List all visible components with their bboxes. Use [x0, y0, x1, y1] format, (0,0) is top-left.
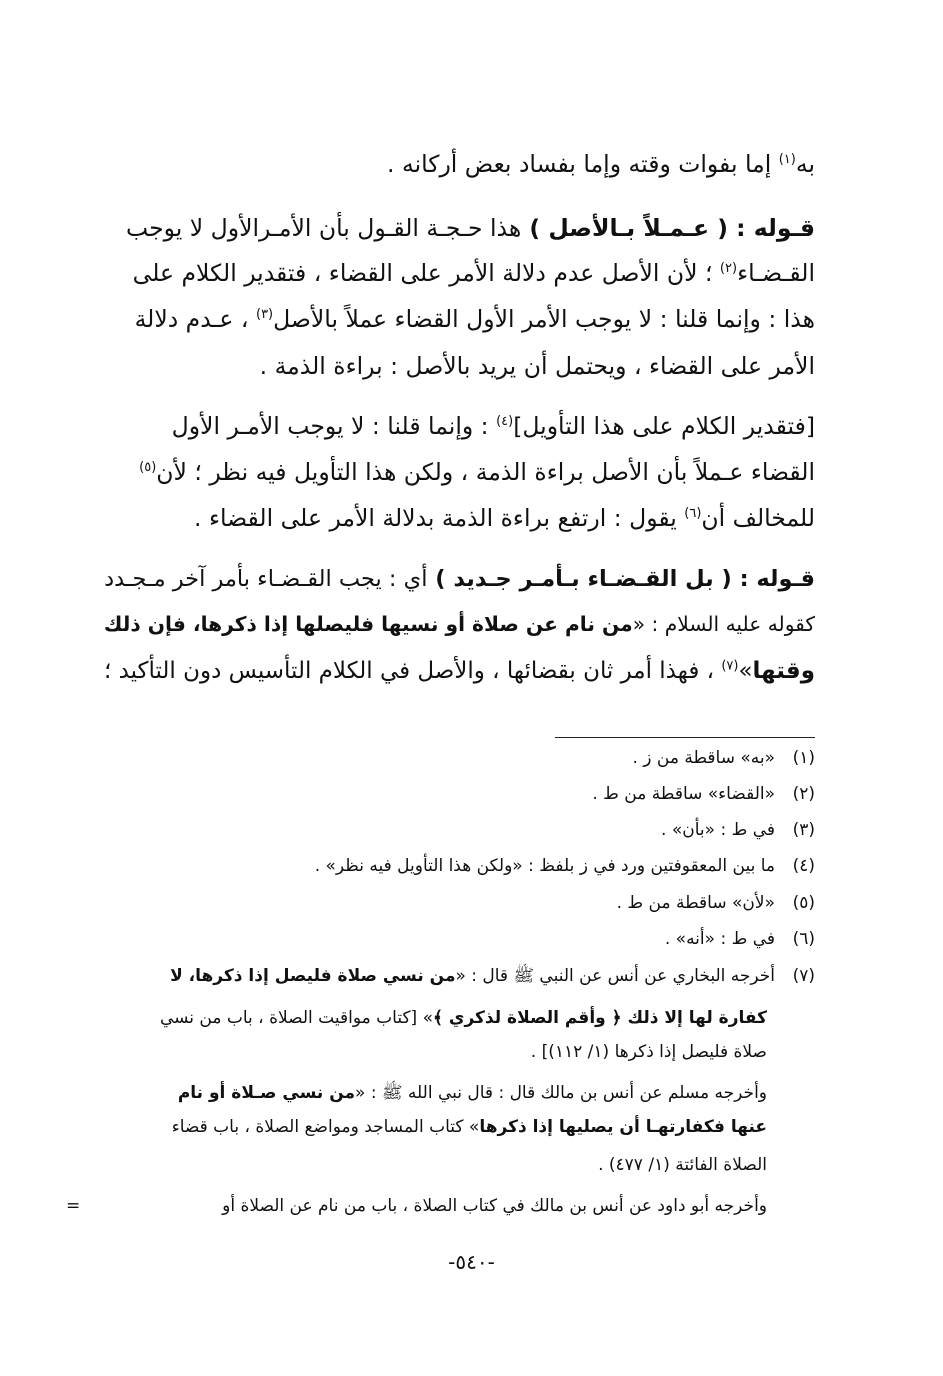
footnote-marker: (١)	[778, 152, 796, 168]
footnote-line	[665, 929, 815, 949]
footnote-separator	[555, 737, 815, 738]
text-run: الصلاة الفائتة (١/ ٤٧٧) .	[598, 1155, 767, 1175]
text-line	[172, 412, 815, 440]
text-run: »	[738, 658, 753, 684]
footnote-line	[531, 1042, 767, 1062]
footnote-marker: (٤)	[496, 414, 514, 430]
text-run: به	[795, 150, 815, 178]
page-number: -٥٤٠-	[448, 1250, 495, 1274]
text-line	[194, 504, 815, 532]
text-run: القضاء عـملاً بأن الأصل براءة الذمة ، ولكن هذا التأويل فيه نظر ؛ لأن	[156, 458, 815, 486]
footnote-marker: (٣)	[255, 307, 274, 323]
text-run: هذا : وإنما قلنا : لا يوجب الأمر الأول القضاء عملاً بالأصل	[273, 305, 815, 333]
footnote-marker: (٢)	[719, 261, 738, 277]
footnote-line	[160, 1007, 767, 1028]
text-run: ما بين المعقوفتين ورد في ز بلفظ : «ولكن هذا التأويل فيه نظر» .	[314, 856, 775, 876]
footnote-line	[598, 1155, 767, 1175]
bold-text: من نام عن صلاة أو نسيها فليصلها إذا ذكرها، فإن ذلك	[103, 612, 633, 636]
bold-text: قـوله : ( عـمـلاً بـالأصل )	[521, 214, 815, 242]
text-run: » كتاب المساجد ومواضع الصلاة ، باب قضاء	[171, 1117, 480, 1137]
text-run: القـضـاء	[737, 259, 815, 287]
text-line	[126, 214, 815, 242]
text-run: «لأن» ساقطة من ط .	[616, 893, 775, 913]
text-run: أي : يجب القـضـاء بأمر آخر مـجـدد	[104, 566, 428, 592]
footnote-marker: (٥)	[139, 460, 157, 476]
footnote-marker: (٦)	[684, 506, 702, 522]
footnote-line	[170, 965, 815, 990]
text-run: في ط : «أنه» .	[664, 929, 775, 949]
text-run: ، فهذا أمر ثان بقضائها ، والأصل في الكلام التأسيس دون التأكيد ؛	[103, 658, 722, 684]
text-run: الأمر على القضاء ، ويحتمل أن يريد بالأصل : براءة الذمة .	[259, 352, 815, 380]
bold-text: وقتها	[752, 658, 815, 684]
text-line	[133, 259, 815, 287]
bold-text: قـوله : ( بل القـضـاء بـأمـر جـديد )	[427, 566, 815, 592]
text-run: وأخرجه أبو داود عن أنس بن مالك في كتاب الصلاة ، باب من نام عن الصلاة أو	[222, 1196, 767, 1216]
text-line	[104, 612, 815, 636]
text-run: هذا حـجـة القـول بأن الأمـرالأول لا يوجب	[126, 214, 522, 242]
text-run: في ط : «بأن» .	[661, 820, 775, 840]
text-run: «به» ساقطة من ز .	[632, 748, 775, 768]
footnote-number: (٤)	[792, 856, 815, 876]
footnote-number: (٧)	[792, 966, 815, 986]
text-line	[104, 658, 815, 684]
footnote-line	[315, 856, 815, 876]
footnote-line	[617, 893, 815, 913]
text-line	[104, 566, 815, 592]
text-run: ؛ لأن الأصل عدم دلالة الأمر على القضاء ، فتقدير الكلام على	[132, 259, 720, 287]
bold-text: من نسي صـلاة أو نام	[177, 1083, 356, 1103]
footnote-marker: (٧)	[721, 658, 739, 674]
footnote-line	[632, 748, 815, 768]
text-line	[139, 458, 815, 486]
text-run: إما بفوات وقته وإما بفساد بعض أركانه .	[387, 150, 779, 178]
continuation-mark: =	[66, 1196, 81, 1216]
text-run: «القضاء» ساقطة من ط .	[592, 784, 775, 804]
text-line	[260, 352, 815, 380]
footnote-number: (٣)	[792, 820, 815, 840]
footnote-number: (٥)	[792, 893, 815, 913]
footnote-number: (٢)	[792, 784, 815, 804]
footnote-line	[222, 1196, 767, 1216]
bold-text: من نسي صلاة فليصل إذا ذكرها، لا	[170, 966, 456, 986]
footnote-line	[178, 1082, 767, 1107]
bold-text: كفارة لها إلا ذلك ﴿ وأقم الصلاة لذكري ﴾	[432, 1008, 767, 1028]
bold-text: عنها فكفارتهـا أن يصليها إذا ذكرها	[479, 1117, 767, 1137]
text-run: وأخرجه مسلم عن أنس بن مالك قال : قال نبي الله ﷺ : «	[355, 1083, 767, 1103]
text-run: أخرجه البخاري عن أنس عن النبي ﷺ قال : «	[455, 966, 775, 986]
footnote-line	[172, 1117, 767, 1137]
text-run: [فتقدير الكلام على هذا التأويل]	[513, 412, 815, 440]
footnote-number: (٦)	[792, 929, 815, 949]
text-line	[135, 305, 815, 333]
text-line	[387, 150, 815, 178]
text-run: : وإنما قلنا : لا يوجب الأمـر الأول	[171, 412, 497, 440]
text-run: يقول : ارتفع براءة الذمة بدلالة الأمر على القضاء .	[194, 504, 685, 532]
text-run: ، عـدم دلالة	[134, 305, 256, 333]
text-run: كقوله عليه السلام : «	[632, 612, 815, 636]
text-run: » [كتاب مواقيت الصلاة ، باب من نسي	[159, 1008, 433, 1028]
text-run: صلاة فليصل إذا ذكرها (١/ ١١٢)] .	[530, 1042, 767, 1062]
footnote-line	[592, 784, 815, 804]
text-run: للمخالف أن	[701, 504, 815, 532]
footnote-line	[661, 820, 815, 840]
footnote-number: (١)	[792, 748, 815, 768]
